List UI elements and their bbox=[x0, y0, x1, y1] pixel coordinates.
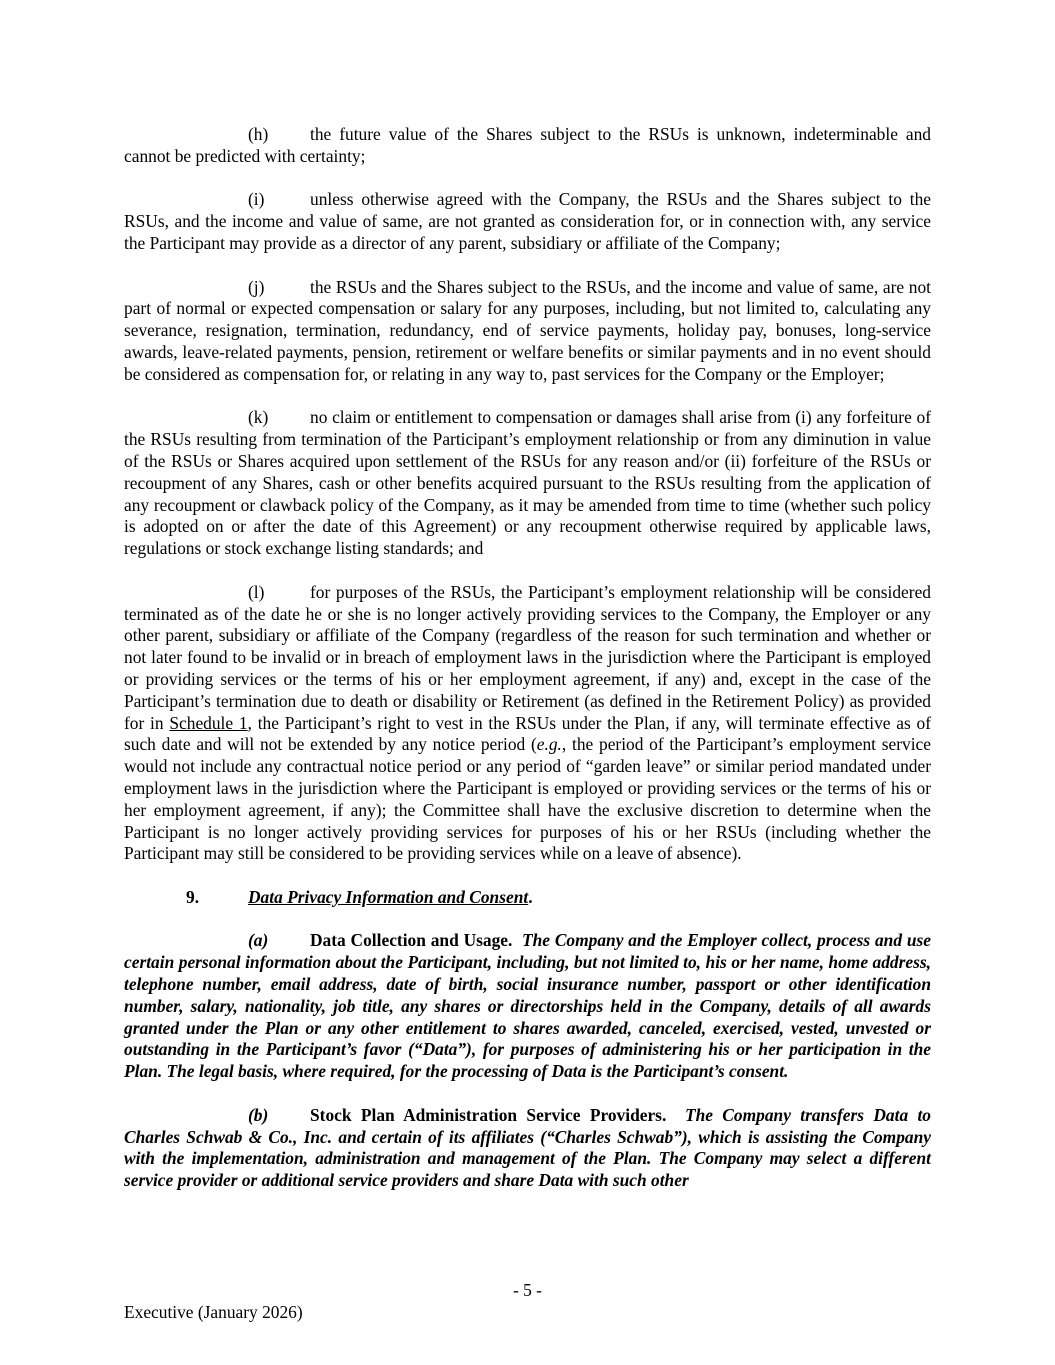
paragraph-h bbox=[124, 124, 931, 168]
section-9-heading bbox=[124, 887, 931, 909]
schedule-1-reference: Schedule 1 bbox=[169, 712, 248, 733]
footer-label: Executive (January 2026) bbox=[124, 1302, 303, 1322]
paragraph-9a bbox=[124, 930, 931, 1083]
document-page bbox=[124, 124, 931, 1214]
paragraph-j bbox=[124, 277, 931, 386]
paragraph-j-text: the RSUs and the Shares subject to the RSUs, and the income and value of same, are not part of normal or expected compensation or salary for any purposes, including, but not limited to, calculating any severance, resignation, termination, redundancy, end of service payments, holiday pay, bonuses, long-service awards, leave-related payments, pension, retirement or welfare benefits or similar payments and in no event should be considered as compensation for, or relating in any way to, past services for the Company or the Employer; bbox=[124, 276, 931, 384]
paragraph-9b-text: The Company transfers Data to Charles Schwab & Co., Inc. and certain of its affiliates (“Charles Schwab”), which is assisting the Company with the implementation, administration and management of the Plan. The Company may select a different service provider or additional service providers and share Data with such other bbox=[124, 1104, 931, 1191]
paragraph-i-label: (i) bbox=[248, 189, 265, 210]
paragraph-l-text-1: for purposes of the RSUs, the Participant’s employment relationship will be considered terminated as of the date he or she is no longer actively providing services to the Company, the Employer or any other parent, subsidiary or affiliate of the Company (regardless of the reason for such termination and whether or not later found to be invalid or in breach of employment laws in the jurisdiction where the Participant is employed or providing services or the terms of his or her employment agreement, if any) and, except in the case of the Participant’s termination due to death or disability or Retirement (as defined in the Retirement Policy) as provided for in bbox=[124, 581, 931, 733]
section-9-title: Data Privacy Information and Consent bbox=[248, 886, 529, 907]
paragraph-9a-text: The Company and the Employer collect, process and use certain personal information about the Participant, including, but not limited to, his or her name, home address, telephone number, email address, date of birth, social insurance number, passport or other identification number, salary, nationality, job title, any shares or directorships held in the Company, details of all awards granted under the Plan or any other entitlement to shares awarded, canceled, exercised, vested, unvested or outstanding in the Participant’s favor (“Data”), for purposes of administering his or her participation in the Plan. The legal basis, where required, for the processing of Data is the Participant’s consent. bbox=[124, 930, 932, 1082]
paragraph-i bbox=[124, 189, 931, 254]
section-9-number: 9. bbox=[186, 886, 200, 907]
paragraph-k bbox=[124, 407, 931, 560]
paragraph-l-text-2: , the Participant’s right to vest in the RSUs under the Plan, if any, will terminate effective as of such date and will not be extended by any notice period ( bbox=[124, 712, 931, 755]
paragraph-h-text: the future value of the Shares subject to the RSUs is unknown, indeterminable and cannot be predicted with certainty; bbox=[124, 124, 931, 166]
paragraph-l bbox=[124, 582, 931, 865]
paragraph-i-text: unless otherwise agreed with the Company, the RSUs and the Shares subject to the RSUs, and the income and value of same, are not granted as consideration for, or in connection with, any service the Participant may provide as a director of any parent, subsidiary or affiliate of the Company; bbox=[124, 189, 931, 253]
paragraph-9b bbox=[124, 1105, 931, 1192]
paragraph-9b-heading: Stock Plan Administration Service Providers. bbox=[310, 1104, 667, 1125]
section-9-period: . bbox=[528, 886, 533, 907]
paragraph-k-label: (k) bbox=[248, 407, 269, 428]
paragraph-j-label: (j) bbox=[248, 276, 265, 297]
paragraph-k-text: no claim or entitlement to compensation or damages shall arise from (i) any forfeiture of the RSUs resulting from termination of the Participant’s employment relationship or from any diminution in value of the RSUs or Shares acquired upon settlement of the RSUs for any reason and/or (ii) forfeiture of the RSUs or recoupment of any Shares, cash or other benefits acquired pursuant to the RSUs resulting from the application of any recoupment or clawback policy of the Company, as it may be amended from time to time (whether such policy is adopted on or after the date of this Agreement) or any recoupment otherwise required by applicable laws, regulations or stock exchange listing standards; and bbox=[124, 407, 931, 559]
paragraph-l-label: (l) bbox=[248, 581, 265, 602]
paragraph-9a-heading: Data Collection and Usage. bbox=[310, 930, 513, 951]
eg-abbreviation: e.g. bbox=[536, 734, 562, 755]
paragraph-h-label: (h) bbox=[248, 124, 269, 144]
paragraph-9b-label: (b) bbox=[248, 1104, 269, 1125]
paragraph-9a-label: (a) bbox=[248, 930, 269, 951]
paragraph-l-text-3: , the period of the Participant’s employment service would not include any contractual notice period or any period of “garden leave” or similar period mandated under employment laws in the jurisdiction where the Participant is employed or providing services or the terms of his or her employment agreement, if any); the Committee shall have the exclusive discretion to determine when the Participant is no longer actively providing services for purposes of his or her RSUs (including whether the Participant may still be considered to be providing services while on a leave of absence). bbox=[124, 734, 931, 864]
page-number: - 5 - bbox=[513, 1280, 542, 1300]
